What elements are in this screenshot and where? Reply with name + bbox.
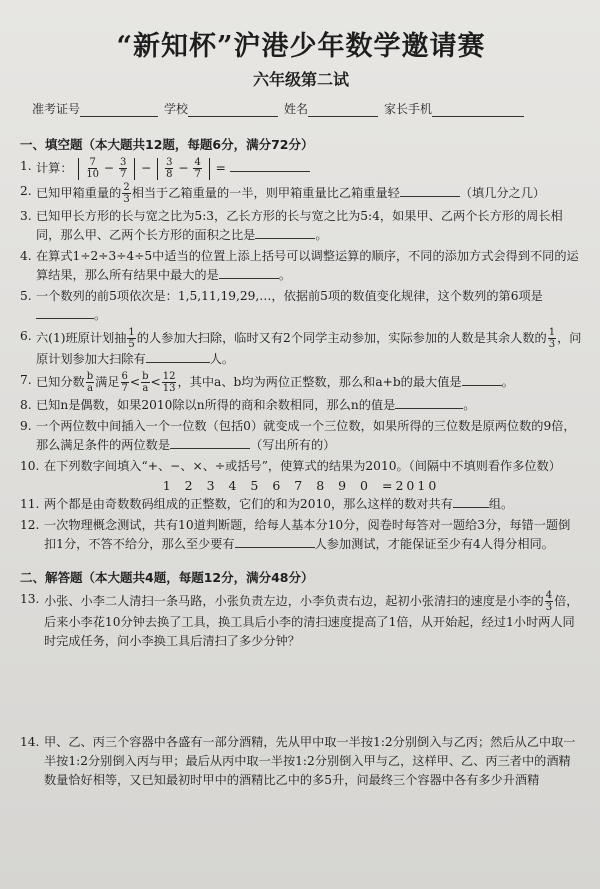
parent-phone-field [384, 100, 524, 117]
section-heading-fill-in: 一、填空题（本大题共12题，每题6分，满分72分） [20, 137, 314, 152]
equals-sign: = [215, 161, 226, 175]
fraction: $\frac{3}{7}$ [120, 157, 127, 180]
answer-blank[interactable] [36, 306, 94, 319]
fraction: $\frac{b}{a}$ [86, 371, 94, 394]
punctuation: 。 [94, 308, 107, 322]
question-11 [20, 495, 582, 514]
question-text: 甲、乙、丙三个容器中各盛有一部分酒精，先从甲中取一半按1:2分别倒入与乙丙；然后从乙中取一半按1:2分别倒入丙与甲；最后从丙中取一半按1:2分别倒入甲与乙，这样甲、乙、丙三者中的酒精数量恰好相等，又已知最初时甲中的酒精比乙中的多5升，问最终三个容器中各有多少升酒精 [44, 735, 576, 787]
question-text: 一次物理概念测试，共有10道判断题，给每人基本分10分，阅卷时每答对一题给3分，每错一题倒扣1分，不答不给分，那么至少要有 [44, 518, 571, 551]
question-2 [20, 182, 582, 205]
question-3 [20, 207, 582, 245]
question-4 [20, 247, 582, 285]
answer-space[interactable] [20, 653, 582, 731]
answer-blank[interactable] [235, 535, 315, 548]
question-text: 两个都是由奇数数码组成的正整数，它们的和为2010，那么这样的数对共有 [44, 497, 453, 511]
exam-number-label: 准考证号 [32, 102, 81, 116]
less-than-sign: < [150, 375, 161, 389]
punctuation: 。 [278, 268, 291, 282]
section-heading-solutions: 二、解答题（本大题共4题，每题12分，满分48分） [20, 570, 314, 585]
school-line [188, 104, 278, 117]
question-text: 相当于乙箱重量的一半，则甲箱重量比乙箱重量轻 [131, 186, 400, 200]
answer-blank[interactable] [453, 495, 489, 508]
question-7 [20, 371, 582, 394]
operator: − [178, 161, 189, 175]
question-note: （填几分之几） [459, 186, 546, 200]
question-number: 7. [20, 373, 32, 387]
exam-number-field [32, 100, 158, 117]
question-text: 小张、小李二人清扫一条马路，小张负责左边，小李负责右边，起初小张清扫的速度是小李的 [44, 594, 544, 608]
question-number: 3. [20, 209, 32, 223]
question-number: 5. [20, 289, 32, 303]
question-text: 人参加测试，才能保证至少有4人得分相同。 [314, 537, 554, 551]
question-text: 组。 [488, 497, 514, 511]
question-text: 在下列数字间填入“+、−、×、÷或括号”，使算式的结果为2010。（间隔中不填则看作多位数） [44, 459, 561, 473]
fraction: $\frac{3}{8}$ [166, 157, 173, 180]
question-text: 倍，后来小李花10分钟去换了工具，换工具后小李的清扫速度提高了1倍，从开始起，经过1小时两人同时完成任务，问小李换工具后清扫了多少分钟？ [44, 594, 579, 648]
question-text: 人。 [209, 352, 235, 366]
question-number: 6. [20, 329, 32, 343]
question-text: 一个数列的前5项依次是：1,5,11,19,29,…，依据前5项的数值变化规律，这个数列的第6项是 [36, 289, 543, 303]
fraction: $\frac{2}{3}$ [123, 182, 130, 205]
question-number: 10. [20, 459, 40, 473]
question-text: ，其中a、b均为两位正整数，那么和a+b的最大值是 [177, 375, 462, 389]
question-10 [20, 457, 582, 476]
name-field [284, 100, 378, 117]
question-number: 2. [20, 184, 32, 198]
fraction: $\frac{7}{10}$ [86, 157, 100, 180]
name-label: 姓名 [284, 102, 309, 116]
punctuation: 。 [315, 228, 328, 242]
school-field [164, 100, 278, 117]
question-text: 在算式1÷2÷3÷4÷5中适当的位置上添上括号可以调整运算的顺序，不同的添加方式会得到不同的运算结果，那么所有结果中最大的是 [36, 249, 579, 282]
fraction: $\frac{1}{3}$ [548, 327, 556, 350]
abs-bar [209, 158, 210, 180]
school-label: 学校 [164, 102, 189, 116]
question-text: 六(1)班原计划抽 [36, 331, 127, 345]
question-14 [20, 733, 582, 790]
abs-bar [78, 158, 79, 180]
fraction: $\frac{4}{7}$ [194, 157, 201, 180]
answer-blank[interactable] [255, 226, 315, 239]
question-text: 计算： [36, 161, 73, 175]
question-text: 满足 [95, 375, 120, 389]
question-number: 8. [20, 398, 32, 412]
question-text: 已知n是偶数，如果2010除以n所得的商和余数相同，那么n的值是 [36, 398, 396, 412]
page-title: “新知杯”沪港少年数学邀请赛 [116, 31, 486, 62]
question-text: 的人参加大扫除，临时又有2个同学主动参加，实际参加的人数是其余人数的 [136, 331, 547, 345]
question-8 [20, 396, 582, 415]
question-number: 11. [20, 497, 40, 511]
fraction: $\frac{12}{13}$ [162, 371, 176, 394]
fraction: $\frac{b}{a}$ [142, 371, 149, 394]
question-number: 14. [20, 735, 40, 749]
less-than-sign: < [129, 375, 141, 389]
question-text: 一个两位数中间插入一个一位数（包括0）就变成一个三位数，如果所得的三位数是原两位数的9倍，那么满足条件的两位数是 [36, 419, 576, 452]
question-6 [20, 327, 582, 369]
digit-sequence: 1 2 3 4 5 6 7 8 9 0 =2010 [162, 478, 440, 493]
question-1 [20, 157, 582, 180]
answer-blank[interactable] [230, 159, 310, 172]
fraction: $\frac{1}{5}$ [128, 327, 135, 350]
question-note: （写出所有的） [250, 438, 336, 452]
parent-phone-line [432, 104, 524, 117]
abs-bar [134, 158, 135, 180]
abs-bar [157, 158, 158, 180]
question-number: 4. [20, 249, 32, 263]
question-5 [20, 287, 582, 325]
fraction: $\frac{6}{7}$ [121, 371, 128, 394]
answer-blank[interactable] [400, 184, 460, 197]
answer-blank[interactable] [462, 373, 502, 386]
question-text: ，问原计划参加大扫除有 [36, 331, 582, 366]
question-text: 已知甲箱重量的 [36, 186, 122, 200]
answer-blank[interactable] [395, 396, 463, 409]
question-text: 已知分数 [36, 375, 85, 389]
exam-number-line [80, 104, 158, 117]
parent-phone-label: 家长手机 [384, 102, 433, 116]
question-number: 9. [20, 419, 32, 433]
question-12 [20, 516, 582, 554]
question-text: 已知甲长方形的长与宽之比为5:3，乙长方形的长与宽之比为5:4，如果甲、乙两个长方形的周长相同，那么甲、乙两个长方形的面积之比是 [36, 209, 563, 242]
answer-blank[interactable] [219, 266, 279, 279]
question-number: 1. [20, 159, 32, 173]
question-number: 12. [20, 518, 40, 532]
answer-blank[interactable] [146, 350, 210, 363]
question-number: 13. [20, 592, 40, 606]
fraction: $\frac{4}{3}$ [545, 590, 553, 613]
punctuation: 。 [501, 375, 514, 389]
question-9 [20, 417, 582, 455]
name-line [308, 104, 378, 117]
punctuation: 。 [463, 398, 476, 412]
question-13 [20, 590, 582, 651]
page-subtitle: 六年级第二试 [252, 70, 349, 89]
answer-blank[interactable] [170, 436, 250, 449]
operator: − [103, 161, 115, 175]
operator: − [141, 161, 152, 175]
candidate-info-row [32, 100, 582, 117]
